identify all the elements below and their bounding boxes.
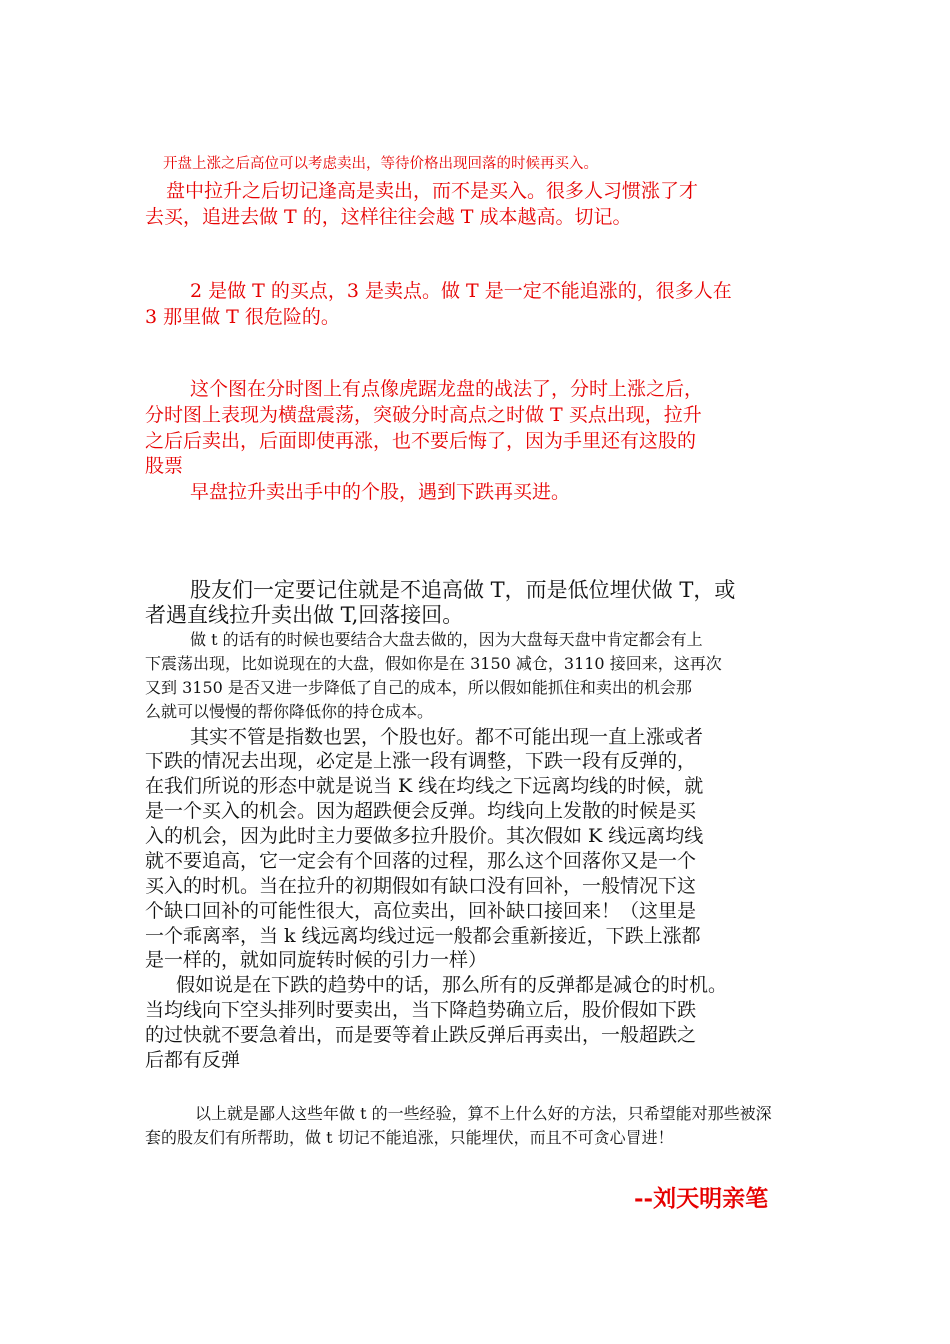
black-line-22: 套的股友们有所帮助，做 t 切记不能追涨，只能埋伏，而且不可贪心冒进！ bbox=[145, 1128, 674, 1147]
black-line-3: 做 t 的话有的时候也要结合大盘去做的，因为大盘每天盘中肯定都会有上 bbox=[190, 630, 703, 649]
black-line-8: 下跌的情况去出现，必定是上涨一段有调整，下跌一段有反弹的， bbox=[145, 750, 697, 772]
black-line-17: 假如说是在下跌的趋势中的话，那么所有的反弹都是减仓的时机。 bbox=[176, 974, 728, 996]
black-line-18: 当均线向下空头排列时要卖出，当下降趋势确立后，股价假如下跌 bbox=[145, 999, 697, 1021]
black-line-7: 其实不管是指数也罢，个股也好。都不可能出现一直上涨或者 bbox=[190, 726, 704, 748]
black-line-16: 是一样的，就如同旋转时候的引力一样） bbox=[145, 949, 488, 971]
red-line-5: 3 那里做 T 很危险的。 bbox=[145, 306, 340, 328]
black-line-21: 以上就是鄙人这些年做 t 的一些经验，算不上什么好的方法，只希望能对那些被深 bbox=[195, 1104, 772, 1123]
black-line-12: 就不要追高，它一定会有个回落的过程，那么这个回落你又是一个 bbox=[145, 850, 697, 872]
black-line-15: 一个乖离率，当 k 线远离均线过远一般都会重新接近，下跌上涨都 bbox=[145, 925, 701, 947]
red-line-1: 开盘上涨之后高位可以考虑卖出，等待价格出现回落的时候再买入。 bbox=[163, 156, 598, 172]
black-line-6: 么就可以慢慢的帮你降低你的持仓成本。 bbox=[145, 702, 434, 721]
black-line-5: 又到 3150 是否又进一步降低了自己的成本，所以假如能抓住和卖出的机会那 bbox=[145, 678, 692, 697]
red-line-4: 2 是做 T 的买点，3 是卖点。做 T 是一定不能追涨的，很多人在 bbox=[190, 280, 732, 302]
red-line-3: 去买，追进去做 T 的，这样往往会越 T 成本越高。切记。 bbox=[145, 206, 632, 228]
black-line-2: 者遇直线拉升卖出做 T,回落接回。 bbox=[145, 603, 464, 627]
red-line-6: 这个图在分时图上有点像虎踞龙盘的战法了，分时上涨之后， bbox=[190, 378, 704, 400]
black-line-10: 是一个买入的机会。因为超跌便会反弹。均线向上发散的时候是买 bbox=[145, 800, 697, 822]
red-line-9: 股票 bbox=[145, 455, 184, 477]
black-line-4: 下震荡出现，比如说现在的大盘，假如你是在 3150 减仓，3110 接回来，这再次 bbox=[145, 654, 722, 673]
red-line-8: 之后后卖出，后面即使再涨，也不要后悔了，因为手里还有这股的 bbox=[145, 430, 697, 452]
black-line-14: 个缺口回补的可能性很大，高位卖出，回补缺口接回来！（这里是 bbox=[145, 900, 697, 922]
red-line-10: 早盘拉升卖出手中的个股，遇到下跌再买进。 bbox=[190, 481, 571, 503]
red-line-2: 盘中拉升之后切记逢高是卖出，而不是买入。很多人习惯涨了才 bbox=[166, 180, 699, 202]
black-line-1: 股友们一定要记住就是不追高做 T，而是低位埋伏做 T，或 bbox=[190, 578, 736, 602]
red-line-7: 分时图上表现为横盘震荡，突破分时高点之时做 T 买点出现，拉升 bbox=[145, 404, 702, 426]
black-line-9: 在我们所说的形态中就是说当 K 线在均线之下远离均线的时候，就 bbox=[145, 775, 704, 797]
black-line-19: 的过快就不要急着出，而是要等着止跌反弹后再卖出，一般超跌之 bbox=[145, 1024, 697, 1046]
black-line-20: 后都有反弹 bbox=[145, 1049, 241, 1071]
signature: --刘天明亲笔 bbox=[634, 1185, 769, 1212]
black-line-13: 买入的时机。当在拉升的初期假如有缺口没有回补，一般情况下这 bbox=[145, 875, 697, 897]
black-line-11: 入的机会，因为此时主力要做多拉升股价。其次假如 K 线远离均线 bbox=[145, 825, 704, 847]
